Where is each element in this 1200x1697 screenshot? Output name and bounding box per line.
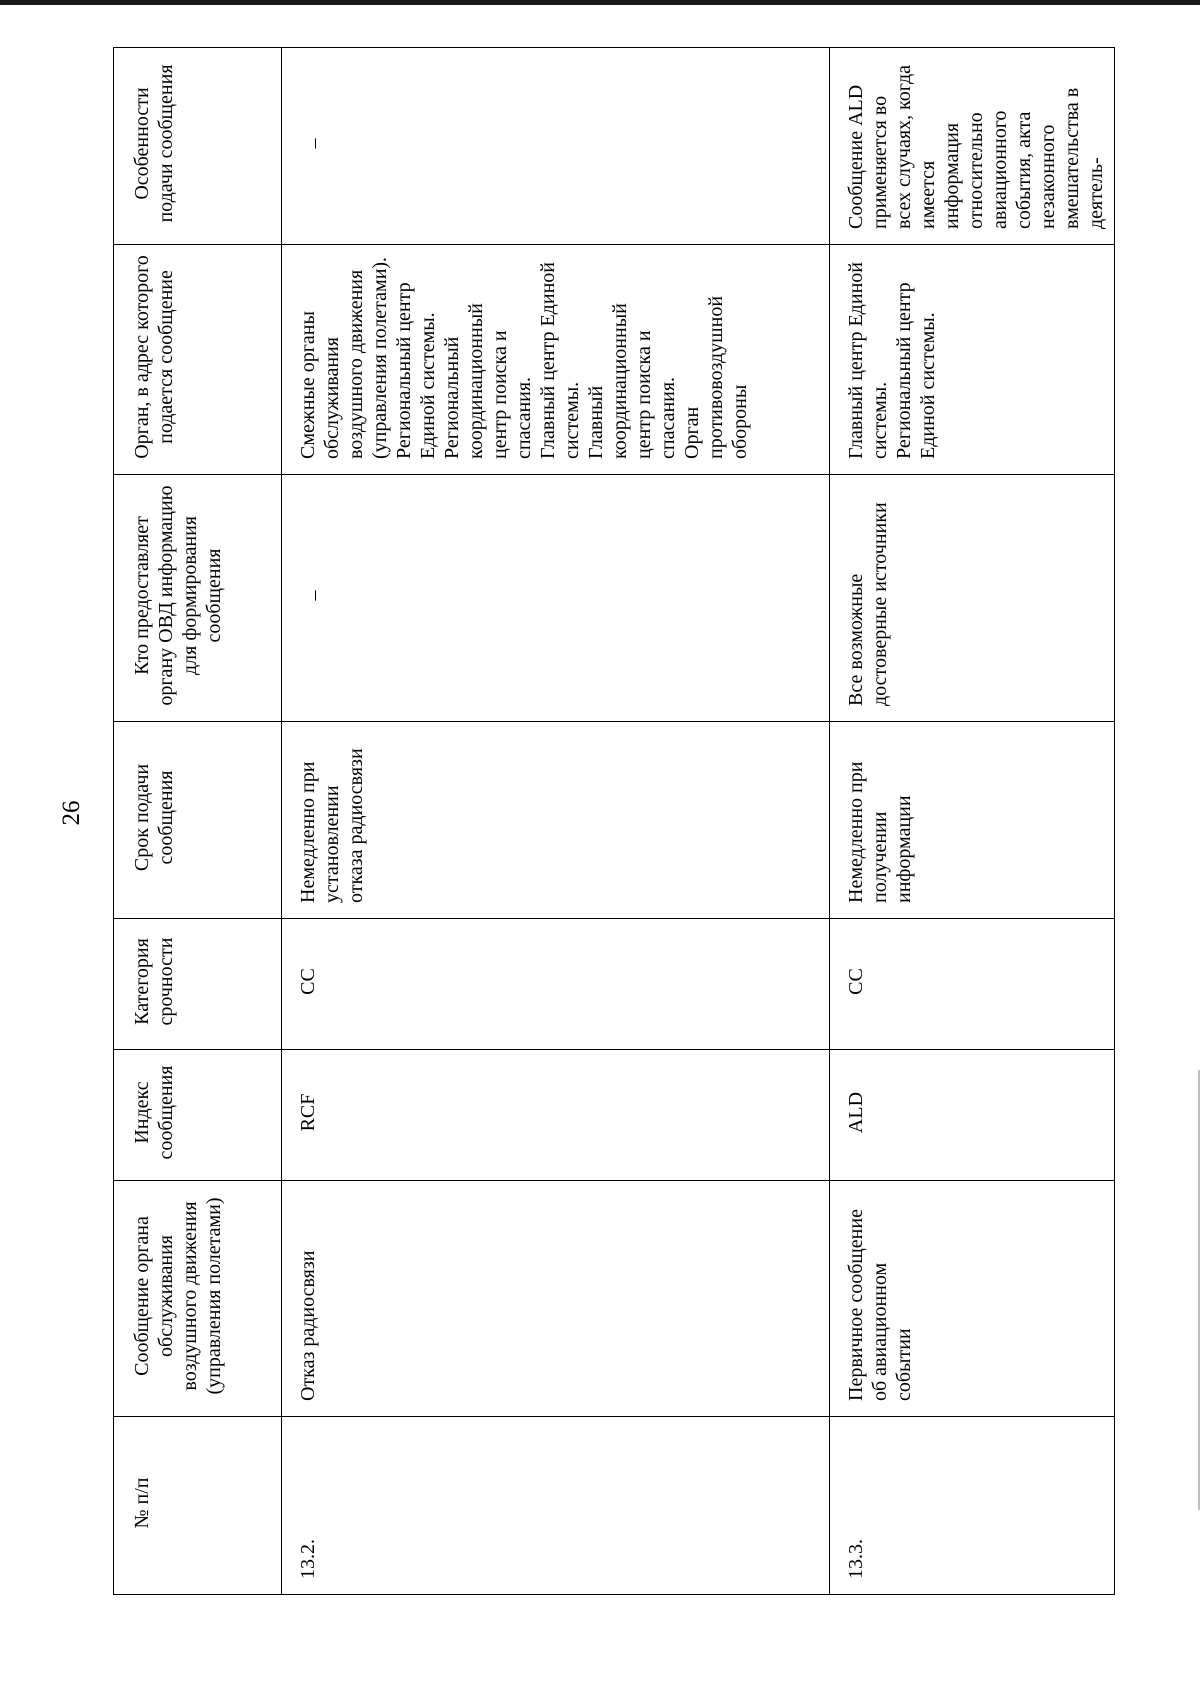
addressee-item: Орган противовоздушной обороны <box>681 295 751 459</box>
row-features-value: – <box>303 138 325 149</box>
row-category: CC <box>282 919 830 1050</box>
addressee-item: Главный центр Единой системы. <box>845 262 891 459</box>
header-deadline: Срок подачи сообщения <box>114 722 282 919</box>
row-deadline: Немедленно при установлении отказа радиосвязи <box>282 722 830 919</box>
page-number: 26 <box>58 800 85 826</box>
rotated-table-frame <box>113 48 1107 1595</box>
table-row <box>282 48 830 1595</box>
row-features: Сообщение ALD применяется во всех случаях, когда имеется информация относительно авиационного события, акта незаконного вмешательства в деятель- <box>830 48 1115 245</box>
table-row <box>830 48 1115 1595</box>
row-message: Отказ радиосвязи <box>282 1181 830 1417</box>
messages-table <box>113 47 1115 1595</box>
row-num: 13.2. <box>282 1417 830 1595</box>
addressee-item: Главный центр Единой системы. <box>537 262 583 459</box>
row-num: 13.3. <box>830 1417 1115 1595</box>
row-who-provides: Все возможные достоверные источники <box>830 475 1115 722</box>
addressee-item: Региональный центр Единой системы. <box>393 282 439 459</box>
row-index: RCF <box>282 1050 830 1181</box>
header-who-provides: Кто предоставляет органу ОВД информацию для формирования сообщения <box>114 475 282 722</box>
row-who-provides-value: – <box>303 590 325 601</box>
row-index: ALD <box>830 1050 1115 1181</box>
row-who-provides <box>282 475 830 722</box>
addressee-item: Региональный координационный центр поиска и спасания. <box>441 303 535 459</box>
addressee-item: Главный координационный центр поиска и спасания. <box>585 303 679 459</box>
header-num: № п/п <box>114 1417 282 1595</box>
header-category: Категория срочности <box>114 919 282 1050</box>
row-addressee <box>282 245 830 475</box>
header-index: Индекс сообщения <box>114 1050 282 1181</box>
row-deadline: Немедленно при получении информации <box>830 722 1115 919</box>
header-addressee: Орган, в адрес которого подается сообщение <box>114 245 282 475</box>
row-message: Первичное сообщение об авиационном событии <box>830 1181 1115 1417</box>
addressee-item: Смежные органы обслуживания воздушного движения (управления полетами). <box>297 256 391 459</box>
row-category: CC <box>830 919 1115 1050</box>
header-message: Сообщение органа обслуживания воздушного движения (управления полетами) <box>114 1181 282 1417</box>
header-features: Особенности подачи сообщения <box>114 48 282 245</box>
row-features <box>282 48 830 245</box>
row-addressee <box>830 245 1115 475</box>
scan-top-edge <box>0 0 1200 5</box>
addressee-item: Региональный центр Единой системы. <box>893 282 939 459</box>
header-row <box>114 48 282 1595</box>
